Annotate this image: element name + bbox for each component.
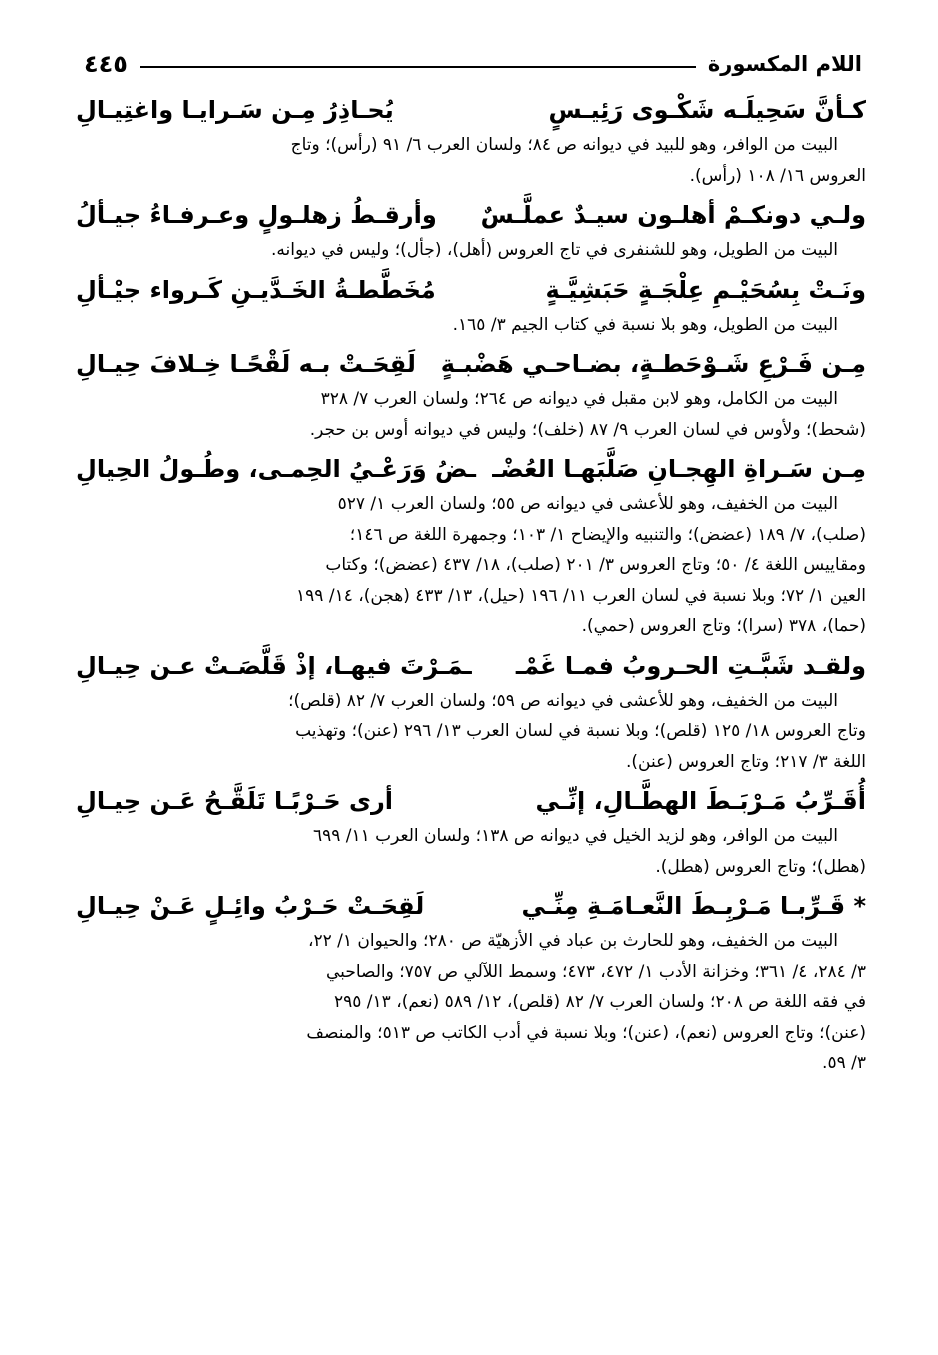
commentary-line: البيت من الطويل، وهو بلا نسبة في كتاب الجيم ٣/ ١٦٥. (452, 314, 838, 335)
verse-first-hemistich: ولـي دونكـمْ أهلـون سيـدٌ عملَّـسٌ (480, 201, 866, 229)
verse-second-hemistich: يُحـاذِرُ مِـن سَـرايـا واغتِيـالِ (76, 96, 394, 124)
verse-first-hemistich: ونَـتْ بِسُحَيْـمِ عِلْجَـةٍ حَبَشِيَّـةٍ (545, 275, 866, 304)
verse (76, 449, 866, 489)
commentary-line: (شحط)؛ ولأوس في لسان العرب ٩/ ٨٧ (خلف)؛ وليس في ديوانه أوس بن حجر. (309, 419, 866, 440)
commentary-line: البيت من الخفيف، وهو للأعشى في ديوانه ص ٥٥؛ ولسان العرب ١/ ٥٢٧ (337, 494, 838, 514)
verse-commentary (76, 130, 866, 191)
verse (76, 270, 866, 310)
verse-second-hemistich: لَقِحَـتْ بـه لَقْحًـا خِـلافَ حِيـالِ (76, 350, 416, 378)
verse-first-hemistich: مِـن فَـرْعِ شَـوْحَطـةٍ، بضـاحـي هَضْبـةٍ (440, 350, 866, 378)
header-rule (140, 66, 696, 68)
commentary-line: (هطل)؛ وتاج العروس (هطل). (655, 856, 866, 877)
running-title: اللام المكسورة (707, 52, 862, 76)
verse-commentary (76, 926, 866, 1079)
commentary-line: وتاج العروس ١٨/ ١٢٥ (قلص)؛ وبلا نسبة في لسان العرب ١٣/ ٢٩٦ (عنن)؛ وتهذيب (295, 721, 866, 741)
commentary-line: البيت من الوافر، وهو للبيد في ديوانه ص ٨٤؛ ولسان العرب ٦/ ٩١ (رأس)؛ وتاج (290, 135, 838, 155)
verse-commentary (76, 235, 866, 266)
verse-second-hemistich: أرى حَـرْبًـا تَلَقَّـحُ عَـن حِيـالِ (76, 787, 394, 815)
commentary-line: ٣/ ٥٩. (822, 1053, 866, 1073)
verse (76, 781, 866, 821)
commentary-line: (حما)، ٣٧٨ (سرا)؛ وتاج العروس (حمي). (581, 616, 866, 636)
commentary-line: العين ١/ ٧٢؛ وبلا نسبة في لسان العرب ١١/ ١٩٦ (حيل)، ١٣/ ٤٣٣ (هجن)، ١٤/ ١٩٩ (296, 585, 866, 606)
commentary-line: البيت من الوافر، وهو لزيد الخيل في ديوانه ص ١٣٨؛ ولسان العرب ١١/ ٦٩٩ (312, 826, 838, 846)
verse-commentary (76, 686, 866, 778)
verse (76, 886, 866, 926)
verse-second-hemistich: لَقِحَـتْ حَـرْبُ وائِـلٍ عَـنْ حِيـالِ (76, 892, 425, 920)
verse-first-hemistich: مِـن سَـراةِ الهِجـانِ صَلَّبَهـا العُضْـ (492, 455, 866, 483)
verse-first-hemistich: * قَـرِّبـا مَـرْبِـطَ النَّعـامَـةِ مِنِّـي (521, 892, 866, 920)
commentary-line: البيت من الطويل، وهو للشنفرى في تاج العروس (أهل)، (جأل)؛ وليس في ديوانه. (270, 240, 838, 260)
commentary-line: البيت من الخفيف، وهو للحارث بن عباد في الأزهيّة ص ٢٨٠؛ والحيوان ١/ ٢٢، (307, 931, 838, 951)
verse-commentary (76, 489, 866, 642)
commentary-line: (صلب)، ٧/ ١٨٩ (عضض)؛ والتنبيه والإيضاح ١/ ١٠٣؛ وجمهرة اللغة ص ١٤٦؛ (349, 524, 866, 545)
commentary-line: البيت من الخفيف، وهو للأعشى في ديوانه ص ٥٩؛ ولسان العرب ٧/ ٨٢ (قلص)؛ (288, 690, 838, 711)
verse-commentary (76, 384, 866, 445)
verse (76, 344, 866, 384)
commentary-line: اللغة ٣/ ٢١٧؛ وتاج العروس (عنن). (626, 751, 866, 772)
verse-commentary (76, 821, 866, 882)
commentary-line: العروس ١٦/ ١٠٨ (رأس). (689, 165, 866, 186)
verse (76, 195, 866, 235)
page-content (76, 90, 866, 1083)
verse-second-hemistich: ـضُ وَرَعْـيُ الحِمـى، وطُـولُ الحِيالِ (76, 455, 476, 483)
commentary-line: ومقاييس اللغة ٤/ ٥٠؛ وتاج العروس ٣/ ٢٠١ (صلب)، ١٨/ ٤٣٧ (عضض)؛ وكتاب (325, 555, 866, 575)
verse-first-hemistich: ولقـد شَبَّـتِ الحـروبُ فمـا غَمْـ (515, 651, 866, 680)
commentary-line: في فقه اللغة ص ٢٠٨؛ ولسان العرب ٧/ ٨٢ (قلص)، ١٢/ ٥٨٩ (نعم)، ١٣/ ٢٩٥ (333, 992, 866, 1012)
verse (76, 90, 866, 130)
commentary-line: (عنن)؛ وتاج العروس (نعم)، (عنن)؛ وبلا نسبة في أدب الكاتب ص ٥١٣؛ والمنصف (306, 1022, 866, 1043)
verse-first-hemistich: أُقَـرِّبُ مَـرْبَـطَ الهطَّـالِ، إنِّـي (535, 787, 866, 815)
commentary-line: ٣/ ٢٨٤، ٤/ ٣٦١؛ وخزانة الأدب ١/ ٤٧٢، ٤٧٣؛ وسمط اللآلي ص ٧٥٧؛ والصاحبي (326, 961, 866, 982)
page-number: ٤٤٥ (84, 50, 128, 78)
commentary-line: البيت من الكامل، وهو لابن مقبل في ديوانه ص ٢٦٤؛ ولسان العرب ٧/ ٣٢٨ (320, 389, 838, 409)
verse (76, 646, 866, 686)
verse-second-hemistich: مُخَطَّطـةُ الخَـدَّيـنِ كَـرواء جيْـألِ (76, 275, 436, 304)
page-header (84, 44, 862, 84)
verse-commentary (76, 310, 866, 341)
verse-first-hemistich: كـأنَّ سَحِيلَـه شَكْـوى رَئِيـسٍ (548, 96, 866, 124)
verse-second-hemistich: وأرقـطُ زهلـولٍ وعـرفـاءُ جيـألُ (76, 201, 437, 229)
verse-second-hemistich: ـمَـرْتَ فيهـا، إذْ قَلَّصَـتْ عـن حِيـالِ (76, 651, 472, 680)
